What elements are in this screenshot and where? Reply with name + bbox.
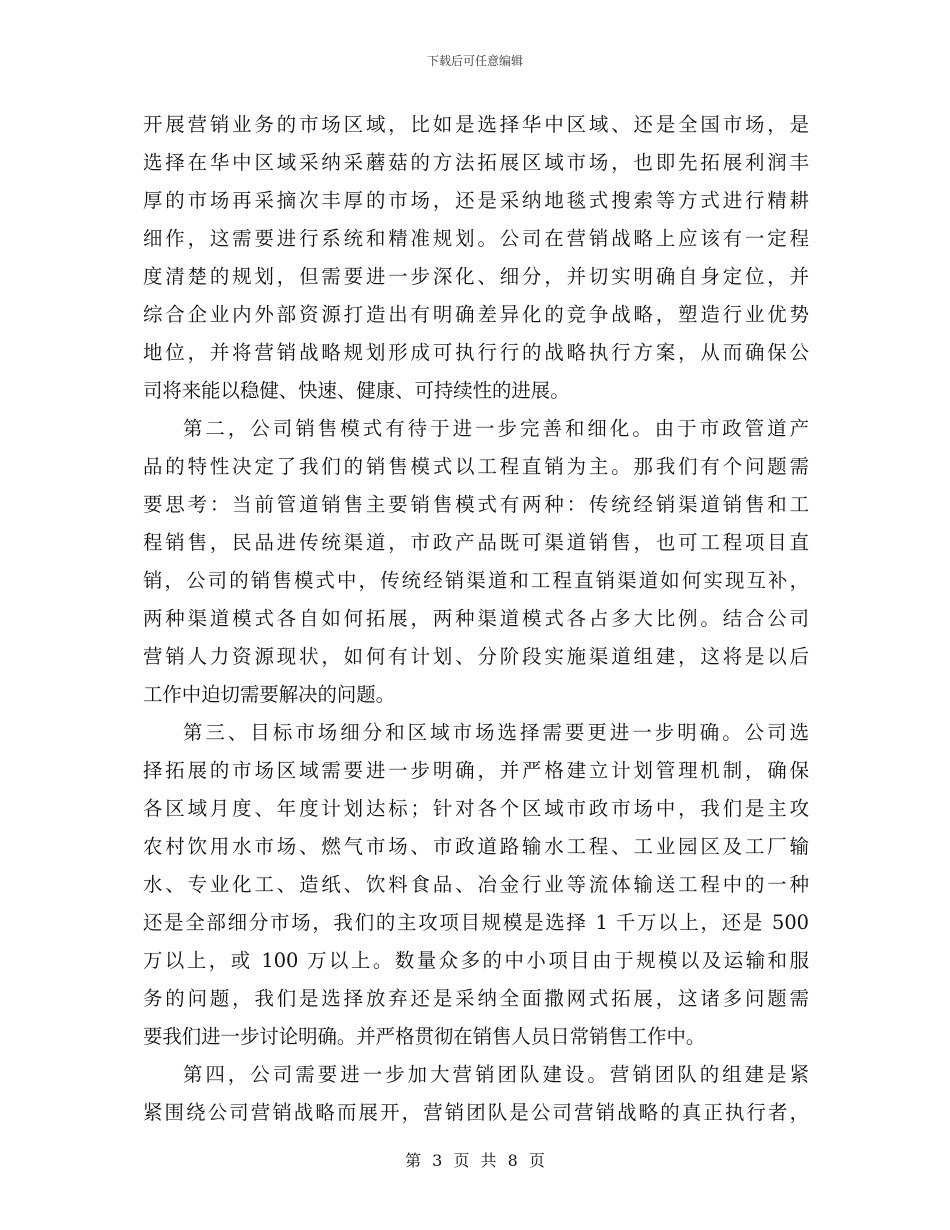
text-line: 开展营销业务的市场区域，比如是选择华中区域、还是全国市场，是 <box>143 113 809 136</box>
text-line: 第四，公司需要进一步加大营销团队建设。营销团队的组建是紧 <box>183 1063 809 1086</box>
text-line: 农村饮用水市场、燃气市场、市政道路输水工程、工业园区及工厂输 <box>143 835 809 858</box>
text-line: 务的问题，我们是选择放弃还是采纳全面撒网式拓展，这诸多问题需 <box>143 987 809 1010</box>
text-line: 品的特性决定了我们的销售模式以工程直销为主。那我们有个问题需 <box>143 455 809 478</box>
text-line: 销，公司的销售模式中，传统经销渠道和工程直销渠道如何实现互补， <box>143 569 809 592</box>
text-line: 度清楚的规划，但需要进一步深化、细分，并切实明确自身定位，并 <box>143 265 809 288</box>
text-line: 各区域月度、年度计划达标；针对各个区域市政市场中，我们是主攻 <box>143 797 809 820</box>
text-line: 工作中迫切需要解决的问题。 <box>143 683 396 706</box>
text-line: 选择在华中区域采纳采蘑菇的方法拓展区域市场，也即先拓展利润丰 <box>143 151 809 174</box>
text-line: 紧围绕公司营销战略而展开，营销团队是公司营销战略的真正执行者， <box>143 1101 809 1124</box>
text-line: 还是全部细分市场，我们的主攻项目规模是选择 1 千万以上，还是 500 <box>143 911 809 934</box>
text-line: 厚的市场再采摘次丰厚的市场，还是采纳地毯式搜索等方式进行精耕 <box>143 189 809 212</box>
text-line: 要我们进一步讨论明确。并严格贯彻在销售人员日常销售工作中。 <box>143 1025 706 1048</box>
document-body <box>143 106 809 1132</box>
text-line: 择拓展的市场区域需要进一步明确，并严格建立计划管理机制，确保 <box>143 759 809 782</box>
text-line: 要思考：当前管道销售主要销售模式有两种：传统经销渠道销售和工 <box>143 493 809 516</box>
text-line: 营销人力资源现状，如何有计划、分阶段实施渠道组建，这将是以后 <box>143 645 809 668</box>
text-line: 第二，公司销售模式有待于进一步完善和细化。由于市政管道产 <box>183 417 809 440</box>
text-line: 万以上，或 100 万以上。数量众多的中小项目由于规模以及运输和服 <box>143 949 809 972</box>
text-line: 细作，这需要进行系统和精准规划。公司在营销战略上应该有一定程 <box>143 227 809 250</box>
text-line: 两种渠道模式各自如何拓展，两种渠道模式各占多大比例。结合公司 <box>143 607 809 630</box>
text-line: 程销售，民品进传统渠道，市政产品既可渠道销售，也可工程项目直 <box>143 531 809 554</box>
text-line: 第三、目标市场细分和区域市场选择需要更进一步明确。公司选 <box>183 721 809 744</box>
page-number-footer: 第 3 页 共 8 页 <box>405 1151 545 1170</box>
text-line: 地位，并将营销战略规划形成可执行行的战略执行方案，从而确保公 <box>143 341 809 364</box>
text-line: 综合企业内外部资源打造出有明确差异化的竞争战略，塑造行业优势 <box>143 303 809 326</box>
text-line: 水、专业化工、造纸、饮料食品、冶金行业等流体输送工程中的一种 <box>143 873 809 896</box>
page-header-note: 下载后可任意编辑 <box>426 54 523 68</box>
text-line: 司将来能以稳健、快速、健康、可持续性的进展。 <box>143 379 570 402</box>
